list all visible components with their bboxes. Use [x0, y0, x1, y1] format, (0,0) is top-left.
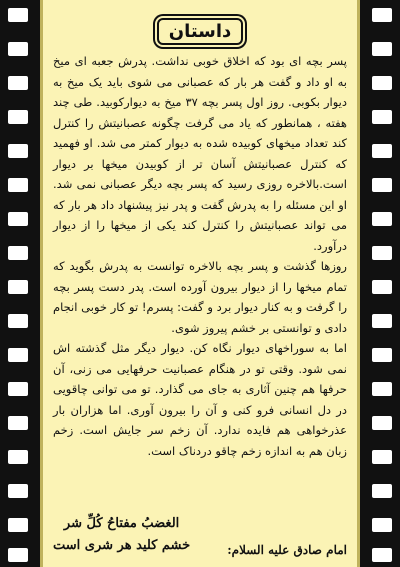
film-hole: [8, 348, 28, 362]
quote-arabic: الغضبُ مفتاحُ کُلِّ شر: [63, 516, 180, 531]
film-hole: [8, 280, 28, 294]
film-hole: [372, 314, 392, 328]
film-hole: [372, 212, 392, 226]
film-hole: [8, 450, 28, 464]
film-hole: [372, 348, 392, 362]
film-hole: [8, 212, 28, 226]
film-hole: [372, 280, 392, 294]
film-hole: [372, 76, 392, 90]
film-hole: [8, 144, 28, 158]
film-hole: [372, 144, 392, 158]
film-hole: [372, 8, 392, 22]
film-hole: [372, 416, 392, 430]
film-hole: [372, 484, 392, 498]
quote-persian: خشم کلید هر شری است: [53, 538, 191, 553]
footer: [53, 513, 347, 557]
film-hole: [8, 484, 28, 498]
film-hole: [372, 110, 392, 124]
film-hole: [8, 548, 28, 562]
story-paragraph: پسر بچه ای بود که اخلاق خوبی نداشت. پدرش جعبه ای میخ به او داد و گفت هر بار که عصبانی می شوی باید یک میخ به دیوار بکوبی. روز اول پسر بچه ۳۷ میخ به دیوارکوبید. طی چند هفته ، همانطور که یاد می گرفت چگونه عصبانیتش را کنترل کند تعداد میخهای کوبیده شده به دیوار کمتر می شد. او فهمید که کنترل عصبانیتش آسان تر از کوبیدن میخها بر دیوار است.بالاخره روزی رسید که پسر بچه دیگر عصبانی نمی شد. او این مسئله را به پدرش گفت و پدر نیز پیشنهاد داد هر بار که می تواند عصبانیتش را کنترل کند یکی از میخها را از دیوار درآورد.: [53, 54, 347, 253]
title-area: [53, 18, 347, 45]
story-panel: [40, 0, 360, 567]
film-hole: [8, 416, 28, 430]
film-hole: [8, 246, 28, 260]
film-hole: [8, 76, 28, 90]
film-hole: [8, 42, 28, 56]
story-paragraph: اما به سوراخهای دیوار نگاه کن. دیوار دیگر مثل گذشته اش نمی شود. وقتی تو در هنگام عصبانیت حرفهایی می زنی، آن حرفها هم چنین آثاری به جای می گذارد. تو می توانی چاقویی در دل انسانی فرو کنی و آن را بیرون آوری. اما هزاران بار عذرخواهی هم فایده ندارد. آن زخم سر جایش است. زخم زبان هم به اندازه زخم چاقو دردناک است.: [53, 341, 347, 458]
film-hole: [8, 518, 28, 532]
film-hole: [8, 8, 28, 22]
film-hole: [372, 382, 392, 396]
page-title: داستان: [157, 18, 244, 45]
film-hole: [8, 382, 28, 396]
story-paragraph: روزها گذشت و پسر بچه بالاخره توانست به پدرش بگوید که تمام میخها را از دیوار بیرون آورده است. پدر دست پسر بچه را گرفت و به کنار دیوار برد و گفت: پسرم! تو کار خوبی انجام دادی و توانستی بر خشم پیروز شوی.: [53, 259, 347, 335]
quote-block: [53, 513, 190, 557]
film-hole: [372, 548, 392, 562]
quote-attribution: امام صادق علیه السلام:: [227, 543, 347, 557]
film-strip-left: [0, 0, 36, 567]
film-hole: [372, 42, 392, 56]
film-hole: [372, 178, 392, 192]
film-hole: [8, 314, 28, 328]
film-hole: [372, 518, 392, 532]
film-hole: [372, 450, 392, 464]
film-hole: [8, 110, 28, 124]
film-hole: [372, 246, 392, 260]
film-hole: [8, 178, 28, 192]
film-strip-right: [364, 0, 400, 567]
